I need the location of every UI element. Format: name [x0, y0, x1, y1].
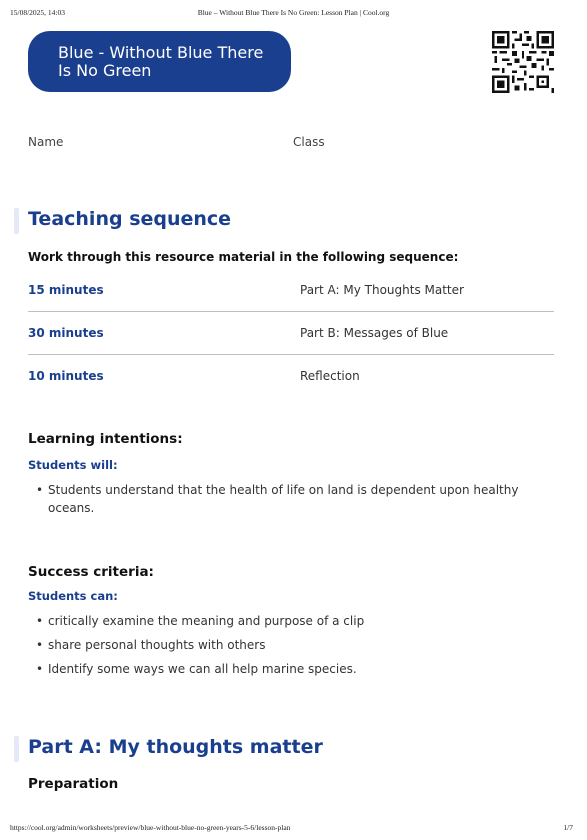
- list-item: • Identify some ways we can all help marine species.: [36, 660, 536, 678]
- list-item: • critically examine the meaning and purpose of a clip: [36, 612, 536, 630]
- sequence-time: 10 minutes: [28, 369, 104, 383]
- sequence-intro: Work through this resource material in the following sequence:: [28, 250, 459, 264]
- page-number: 1/7: [563, 823, 573, 832]
- sequence-activity: Part A: My Thoughts Matter: [300, 283, 464, 297]
- learning-intentions-list: [36, 481, 536, 523]
- qr-code-icon: [492, 31, 554, 93]
- sequence-row: [28, 283, 554, 326]
- part-a-heading: Part A: My thoughts matter: [28, 736, 323, 758]
- class-field-label: Class: [293, 135, 325, 149]
- print-url: https://cool.org/admin/worksheets/preview/blue-without-blue-no-green-years-5-6/lesson-plan: [10, 823, 291, 832]
- list-item: • Students understand that the health of life on land is dependent upon healthy oceans.: [36, 481, 536, 517]
- students-will-label: Students will:: [28, 458, 118, 472]
- teaching-sequence-heading: Teaching sequence: [28, 208, 232, 230]
- section-accent-bar: [14, 208, 19, 234]
- students-can-label: Students can:: [28, 589, 118, 603]
- sequence-row: [28, 326, 554, 369]
- sequence-activity: Reflection: [300, 369, 360, 383]
- sequence-row: [28, 369, 554, 412]
- row-divider: [28, 311, 554, 312]
- list-item: • share personal thoughts with others: [36, 636, 536, 654]
- success-criteria-heading: Success criteria:: [28, 564, 154, 580]
- name-field-label: Name: [28, 135, 64, 149]
- learning-intentions-heading: Learning intentions:: [28, 431, 183, 447]
- print-page-title: Blue – Without Blue There Is No Green: Lesson Plan | Cool.org: [197, 8, 390, 17]
- sequence-activity: Part B: Messages of Blue: [300, 326, 449, 340]
- section-accent-bar: [14, 736, 19, 762]
- sequence-time: 30 minutes: [28, 326, 104, 340]
- success-criteria-list: [36, 612, 536, 684]
- print-date: 15/08/2025, 14:03: [10, 8, 66, 17]
- title-banner: [28, 31, 291, 92]
- sequence-time: 15 minutes: [28, 283, 104, 297]
- preparation-heading: Preparation: [28, 776, 119, 792]
- row-divider: [28, 354, 554, 355]
- lesson-title: Blue - Without Blue There Is No Green: [58, 43, 264, 80]
